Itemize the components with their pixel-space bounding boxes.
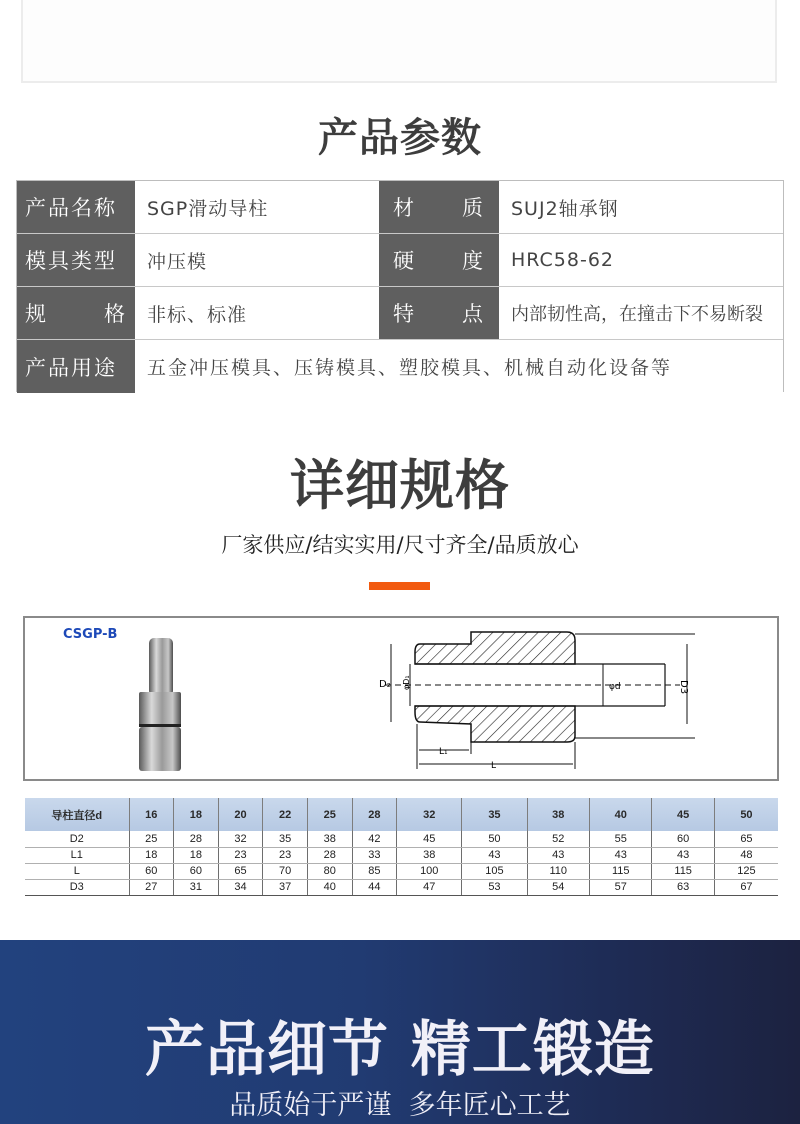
param-label-part: 格 [104, 302, 127, 326]
spec-cell: 42 [352, 831, 397, 847]
spec-header-cell: 25 [307, 798, 352, 831]
spec-cell: 65 [218, 863, 263, 879]
spec-header-cell: 35 [462, 798, 527, 831]
spec-header-cell: 50 [714, 798, 778, 831]
spec-cell: 50 [462, 831, 527, 847]
spec-cell: 53 [462, 879, 527, 895]
guide-pillar-photo [131, 628, 191, 778]
param-label [379, 287, 499, 339]
accent-divider [369, 582, 430, 590]
spec-cell: 28 [307, 847, 352, 863]
spec-cell: 40 [307, 879, 352, 895]
spec-cell: 38 [397, 847, 462, 863]
spec-header-label: 导柱直径d [25, 798, 129, 831]
cross-section-diagram [365, 624, 695, 774]
param-label-part: 硬 [393, 249, 416, 273]
spec-row-label: L1 [25, 847, 129, 863]
spec-cell: 31 [174, 879, 219, 895]
banner-subtitle: 品质始于严谨 多年匠心工艺 [229, 1090, 571, 1121]
param-value: 五金冲压模具、压铸模具、塑胶模具、机械自动化设备等 [135, 340, 783, 393]
banner-title: 产品细节 精工锻造 [145, 1015, 655, 1085]
svg-text:D₂: D₂ [379, 679, 391, 690]
spec-cell: 32 [218, 831, 263, 847]
param-label-part: 材 [393, 196, 416, 220]
svg-text:φD₁: φD₁ [402, 675, 411, 690]
spec-cell: 18 [129, 847, 174, 863]
spec-cell: 115 [589, 863, 651, 879]
spec-cell: 23 [263, 847, 308, 863]
spec-cell: 67 [714, 879, 778, 895]
params-row [17, 181, 783, 234]
spec-header-cell: 16 [129, 798, 174, 831]
spec-header-cell: 32 [397, 798, 462, 831]
spec-row [25, 879, 778, 895]
param-label-part: 点 [462, 302, 485, 326]
spec-header-cell: 38 [527, 798, 589, 831]
spec-cell: 37 [263, 879, 308, 895]
spec-header-cell: 22 [263, 798, 308, 831]
spec-row-label: L [25, 863, 129, 879]
spec-cell: 125 [714, 863, 778, 879]
param-value: SUJ2轴承钢 [499, 181, 783, 233]
spec-row [25, 831, 778, 847]
spec-cell: 34 [218, 879, 263, 895]
spec-cell: 80 [307, 863, 352, 879]
params-row [17, 287, 783, 340]
spec-cell: 63 [652, 879, 714, 895]
spec-header-cell: 28 [352, 798, 397, 831]
params-section-title: 产品参数 [318, 115, 482, 161]
svg-text:D3: D3 [678, 680, 689, 695]
spec-header-cell: 40 [589, 798, 651, 831]
params-row [17, 340, 783, 393]
spec-cell: 60 [174, 863, 219, 879]
spec-cell: 18 [174, 847, 219, 863]
param-label [379, 181, 499, 233]
spec-cell: 105 [462, 863, 527, 879]
model-label: CSGP-B [63, 627, 118, 642]
param-value: 内部韧性高，在撞击下不易断裂 [499, 287, 783, 339]
spec-row-label: D2 [25, 831, 129, 847]
params-table [16, 180, 784, 392]
param-label: 产品用途 [17, 340, 135, 393]
spec-row [25, 847, 778, 863]
spec-cell: 60 [129, 863, 174, 879]
spec-header-cell: 45 [652, 798, 714, 831]
spec-cell: 43 [462, 847, 527, 863]
param-label: 产品名称 [17, 181, 135, 233]
spec-header-row [25, 798, 778, 831]
spec-cell: 43 [589, 847, 651, 863]
spec-cell: 33 [352, 847, 397, 863]
spec-cell: 55 [589, 831, 651, 847]
param-value: 冲压模 [135, 234, 379, 286]
spec-cell: 25 [129, 831, 174, 847]
spec-cell: 54 [527, 879, 589, 895]
spec-cell: 43 [527, 847, 589, 863]
spec-cell: 65 [714, 831, 778, 847]
spec-cell: 38 [307, 831, 352, 847]
spec-cell: 110 [527, 863, 589, 879]
spec-section-title: 详细规格 [290, 454, 510, 517]
param-label [379, 234, 499, 286]
param-label: 模具类型 [17, 234, 135, 286]
spec-cell: 60 [652, 831, 714, 847]
params-row [17, 234, 783, 287]
param-label [17, 287, 135, 339]
spec-row [25, 863, 778, 879]
param-value: 非标、标准 [135, 287, 379, 339]
svg-text:L: L [491, 761, 497, 771]
spec-cell: 44 [352, 879, 397, 895]
spec-row-label: D3 [25, 879, 129, 895]
spec-cell: 28 [174, 831, 219, 847]
svg-text:L₁: L₁ [439, 747, 448, 757]
technical-drawing [23, 616, 779, 781]
spec-cell: 23 [218, 847, 263, 863]
spec-cell: 45 [397, 831, 462, 847]
param-label-part: 规 [25, 302, 48, 326]
spec-cell: 27 [129, 879, 174, 895]
param-value: HRC58-62 [499, 234, 783, 286]
spec-cell: 115 [652, 863, 714, 879]
detail-banner [0, 940, 800, 1124]
spec-cell: 48 [714, 847, 778, 863]
param-label-part: 质 [462, 196, 485, 220]
spec-subtitle: 厂家供应/结实实用/尺寸齐全/品质放心 [221, 533, 579, 557]
spec-cell: 52 [527, 831, 589, 847]
spec-cell: 35 [263, 831, 308, 847]
spec-cell: 70 [263, 863, 308, 879]
spec-cell: 100 [397, 863, 462, 879]
spec-header-cell: 18 [174, 798, 219, 831]
spec-cell: 85 [352, 863, 397, 879]
param-label-part: 特 [393, 302, 416, 326]
spec-cell: 43 [652, 847, 714, 863]
top-image-card [21, 0, 777, 83]
spec-cell: 57 [589, 879, 651, 895]
param-value: SGP滑动导柱 [135, 181, 379, 233]
spec-header-cell: 20 [218, 798, 263, 831]
param-label-part: 度 [462, 249, 485, 273]
spec-table [25, 798, 778, 896]
svg-text:φd: φd [609, 682, 621, 692]
spec-cell: 47 [397, 879, 462, 895]
